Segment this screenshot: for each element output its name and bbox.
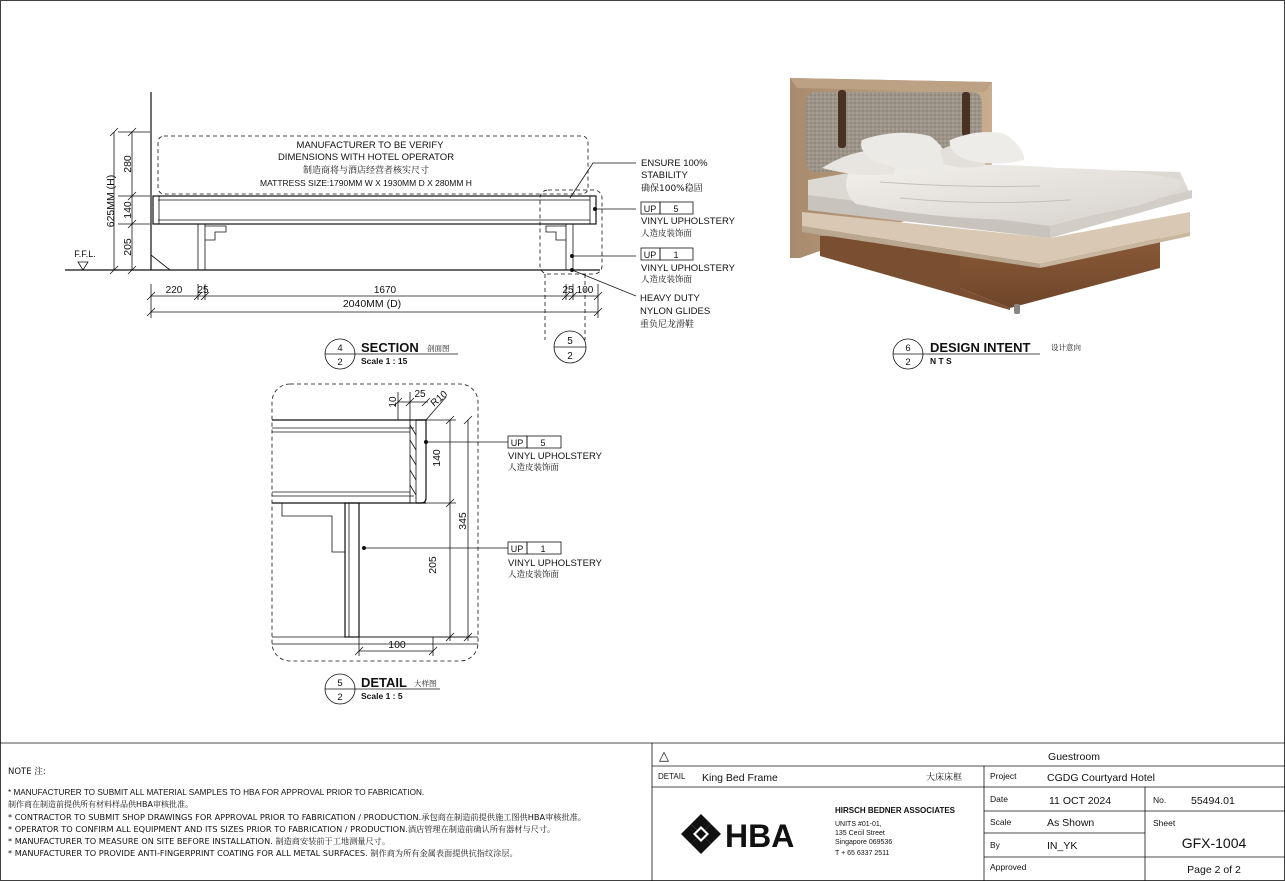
dim-25a: 25 [197,285,209,296]
callout-sheet: 2 [567,351,573,362]
section-title-cn: 剖面图 [427,344,450,353]
project-label: Project [990,771,1017,781]
stability-cn: 确保100%稳固 [641,184,703,194]
detail-title-num: 5 [337,678,343,689]
section-title-num: 4 [337,343,343,354]
vinyl-cn-1: 人造皮装饰面 [641,229,693,239]
detail-vinyl-2: VINYL UPHOLSTERY [508,558,602,569]
design-intent-title [893,339,1081,369]
glides-line-2: NYLON GLIDES [640,306,711,317]
detail-dim-205: 205 [427,556,439,574]
vinyl-cn-2: 人造皮装饰面 [641,275,693,285]
tag-up-label: UP [643,204,657,214]
detail-view [272,384,603,704]
note-3: * OPERATOR TO CONFIRM ALL EQUIPMENT AND ITS SIZES PRIOR TO FABRICATION / PRODUCTION.酒店管理在制造前确认所有器材与尺寸。 [8,824,556,834]
leg-right [566,224,573,270]
stability-line-1: ENSURE 100% [641,158,708,169]
detail-field-cn: 大床床框 [926,773,963,783]
scale-value: As Shown [1047,817,1095,829]
detail-dim-25: 25 [414,389,426,400]
design-title-num: 6 [905,343,911,354]
detail-dim-10: 10 [388,396,399,408]
tag-1-label: 1 [673,250,679,260]
section-note-2: DIMENSIONS WITH HOTEL OPERATOR [277,152,455,163]
project-value: CGDG Courtyard Hotel [1047,772,1155,784]
address-line-1: UNITS #01-01, [835,821,882,828]
note-5: * MANUFACTURER TO PROVIDE ANTI-FINGERPRINT COATING FOR ALL METAL SURFACES. 制作商为所有金属表面提供抗指纹涂层。 [8,848,518,858]
detail-scale: Scale 1 : 5 [361,691,403,701]
sheet-label: Sheet [1153,818,1176,828]
approved-label: Approved [990,862,1027,872]
bed-render [790,78,1192,314]
design-scale: N T S [930,356,952,366]
dim-140: 140 [122,201,134,219]
note-1: * MANUFACTURER TO SUBMIT ALL MATERIAL SAMPLES TO HBA FOR APPROVAL PRIOR TO FABRICATION. [8,788,425,797]
number-label: No. [1153,795,1167,805]
detail-dim-140: 140 [431,449,443,467]
address-line-3: Singapore 069536 [835,839,893,846]
detail-vinyl-cn-2: 人造皮装饰面 [508,570,560,580]
vinyl-label-2: VINYL UPHOLSTERY [641,263,735,274]
number-value: 55494.01 [1191,795,1235,807]
by-label: By [990,840,1000,850]
dim-220: 220 [165,285,183,296]
note-1-cn: 制作商在制造前提供所有材料样品供HBA审核批准。 [8,800,193,809]
detail-tag-5: 5 [540,438,546,448]
dim-depth: 2040MM (D) [342,298,402,310]
area-label: Guestroom [1048,751,1100,763]
detail-title: DETAIL [361,675,407,690]
section-note-cn: 制造商将与酒店经营者核实尺寸 [302,166,430,176]
callout-number: 5 [567,336,573,347]
ffl-marker [78,262,88,270]
detail-dim-r10: R10 [428,388,450,410]
leg-left [198,224,205,270]
mattress-size: MATTRESS SIZE:1790MM W X 1930MM D X 280MM H [260,178,472,188]
detail-field-label: DETAIL [658,772,686,781]
design-title-sheet: 2 [905,357,911,368]
note-4: * MANUFACTURER TO MEASURE ON SITE BEFORE INSTALLATION. 制造商安装前于工地测量尺寸。 [8,836,391,846]
leg-detail [345,503,359,637]
detail-tag-1: 1 [540,544,546,554]
detail-vinyl-1: VINYL UPHOLSTERY [508,451,602,462]
detail-dim-345: 345 [457,512,469,530]
sheet-border [1,1,1285,881]
tag-5-label: 5 [673,204,679,214]
scale-label: Scale [990,817,1012,827]
dim-100: 100 [576,285,594,296]
stability-line-2: STABILITY [641,170,688,181]
by-value: IN_YK [1047,840,1078,852]
section-scale: Scale 1 : 15 [361,356,408,366]
vinyl-label-1: VINYL UPHOLSTERY [641,216,735,227]
hba-logo-icon [681,814,721,854]
detail-field-value: King Bed Frame [702,772,778,784]
detail-tag-up-2: UP [510,544,524,554]
ffl-label: F.F.L. [74,249,96,259]
notes-heading: NOTE 注: [8,767,46,777]
sheet-value: GFX-1004 [1181,835,1247,851]
dim-205: 205 [122,238,134,256]
title-block [0,743,1285,881]
revision-triangle-icon: △ [659,748,669,763]
detail-dim-100: 100 [388,639,406,651]
tag-up-label-2: UP [643,250,657,260]
section-note-1: MANUFACTURER TO BE VERIFY [296,140,444,151]
detail-tag-up: UP [510,438,524,448]
glides-line-1: HEAVY DUTY [640,293,700,304]
hba-logo-text: HBA [725,818,795,854]
detail-title-cn: 大样图 [414,679,437,688]
design-title: DESIGN INTENT [930,340,1031,355]
address-line-2: 135 Cecil Street [835,830,885,837]
dim-1670: 1670 [373,285,397,296]
section-title-sheet: 2 [337,357,343,368]
firm-name: HIRSCH BEDNER ASSOCIATES [835,806,956,815]
detail-title-sheet: 2 [337,692,343,703]
design-title-cn: 设计意向 [1051,343,1081,352]
detail-boundary [272,384,478,661]
glides-cn: 重负尼龙滑鞋 [640,320,695,330]
address-line-4: T + 65 6337 2511 [835,850,890,857]
date-label: Date [990,794,1008,804]
date-value: 11 OCT 2024 [1049,795,1112,807]
dim-25b: 25 [562,285,574,296]
detail-vinyl-cn-1: 人造皮装饰面 [508,463,560,473]
note-2: * CONTRACTOR TO SUBMIT SHOP DRAWINGS FOR APPROVAL PRIOR TO FABRICATION / PRODUCTION.承包商在制造前提供施工图供HBA审核批准。 [8,812,587,822]
dim-height: 625MM (H) [105,174,117,228]
upholstery-wrap [416,420,426,503]
section-title: SECTION [361,340,419,355]
section-view [65,92,736,369]
page-indicator: Page 2 of 2 [1187,864,1241,876]
dim-280: 280 [122,155,134,173]
